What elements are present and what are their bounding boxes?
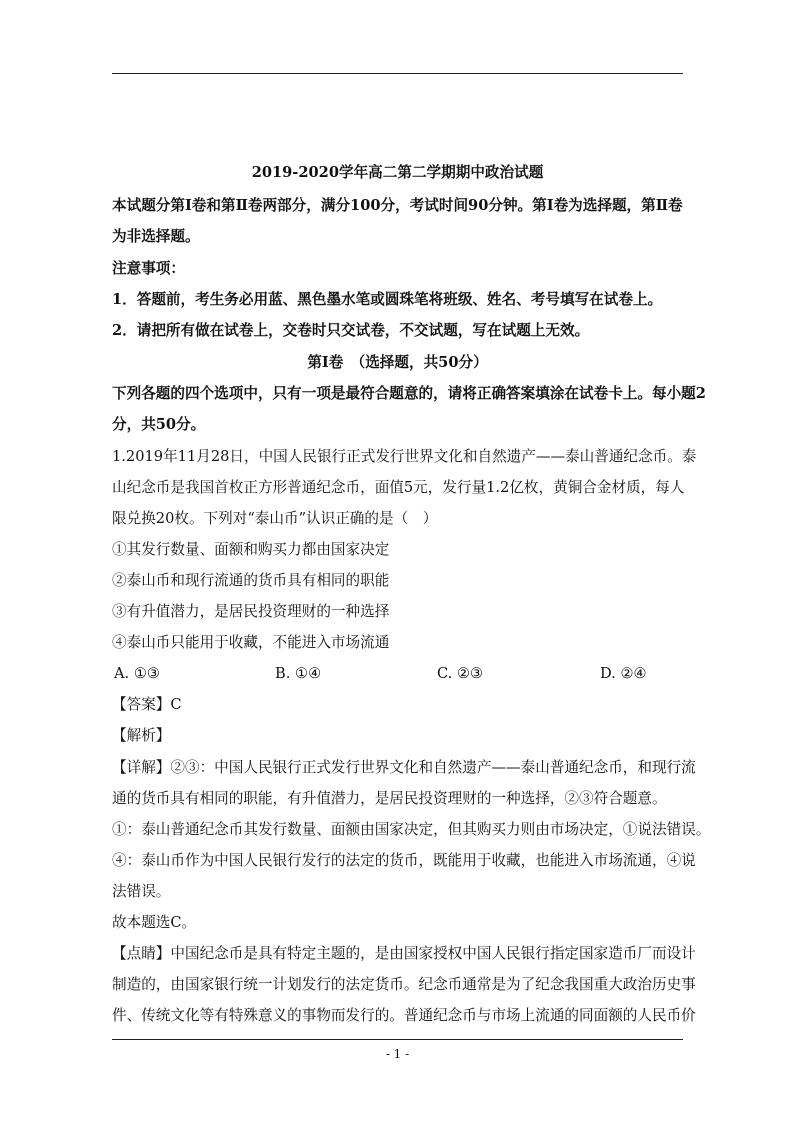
notes-title: 注意事项： (112, 260, 185, 277)
option-d: D. ②④ (600, 665, 647, 682)
page-number: - 1 - (385, 1047, 410, 1061)
detail-line-5: 法错误。 (112, 883, 171, 900)
option-c: C. ②③ (437, 665, 484, 682)
intro-line-1: 本试题分第Ⅰ卷和第Ⅱ卷两部分，满分100分，考试时间90分钟。第Ⅰ卷为选择题，第Ⅱ卷 (112, 197, 683, 214)
question-stem-3: 限兑换20枚。下列对“泰山币”认识正确的是（ ） (112, 510, 438, 527)
instructions-line-1: 下列各题的四个选项中，只有一项是最符合题意的，请将正确答案填涂在试卷卡上。每小题2 (112, 385, 706, 402)
header-rule (112, 73, 683, 74)
statement-4: ④泰山币只能用于收藏，不能进入市场流通 (112, 634, 390, 651)
note-1: 1．答题前，考生务必用蓝、黑色墨水笔或圆珠笔将班级、姓名、考号填写在试卷上。 (112, 291, 663, 308)
detail-line-2: 通的货币具有相同的职能，有升值潜力，是居民投资理财的一种选择，②③符合题意。 (112, 790, 667, 807)
statement-1: ①其发行数量、面额和购买力都由国家决定 (112, 541, 390, 558)
option-b: B. ①④ (275, 665, 322, 682)
statement-3: ③有升值潜力，是居民投资理财的一种选择 (112, 603, 390, 620)
analysis-title: 【解析】 (112, 727, 171, 744)
question-stem-1: 1.2019年11月28日，中国人民银行正式发行世界文化和自然遗产——泰山普通纪念币。泰 (112, 448, 697, 465)
statement-2: ②泰山币和现行流通的货币具有相同的职能 (112, 572, 390, 589)
tip-line-1: 【点睛】中国纪念币是具有特定主题的，是由国家授权中国人民银行指定国家造币厂而设计 (112, 945, 696, 962)
tip-line-2: 制造的，由国家银行统一计划发行的法定货币。纪念币通常是为了纪念我国重大政治历史事 (112, 976, 696, 993)
answer: 【答案】C (112, 696, 182, 713)
detail-line-6: 故本题选C。 (112, 914, 197, 931)
page-title: 2019-2020学年高二第二学期期中政治试题 (251, 164, 544, 181)
instructions-line-2: 分，共50分。 (112, 416, 206, 433)
detail-line-1: 【详解】②③：中国人民银行正式发行世界文化和自然遗产——泰山普通纪念币，和现行流 (112, 759, 696, 776)
question-stem-2: 山纪念币是我国首枚正方形普通纪念币，面值5元，发行量1.2亿枚，黄铜合金材质，每人 (112, 479, 685, 496)
note-2: 2．请把所有做在试卷上，交卷时只交试卷，不交试题，写在试题上无效。 (112, 322, 590, 339)
tip-line-3: 件、传统文化等有特殊意义的事物而发行的。普通纪念币与市场上流通的同面额的人民币价 (112, 1007, 696, 1024)
section-title: 第Ⅰ卷 （选择题，共50分） (307, 354, 488, 371)
option-a: A. ①③ (114, 665, 160, 682)
detail-line-4: ④：泰山币作为中国人民银行发行的法定的货币，既能用于收藏，也能进入市场流通，④说 (112, 852, 696, 869)
intro-line-2: 为非选择题。 (112, 228, 200, 245)
footer-rule (112, 1039, 683, 1040)
detail-line-3: ①：泰山普通纪念币其发行数量、面额由国家决定，但其购买力则由市场决定，①说法错误。 (112, 821, 711, 838)
